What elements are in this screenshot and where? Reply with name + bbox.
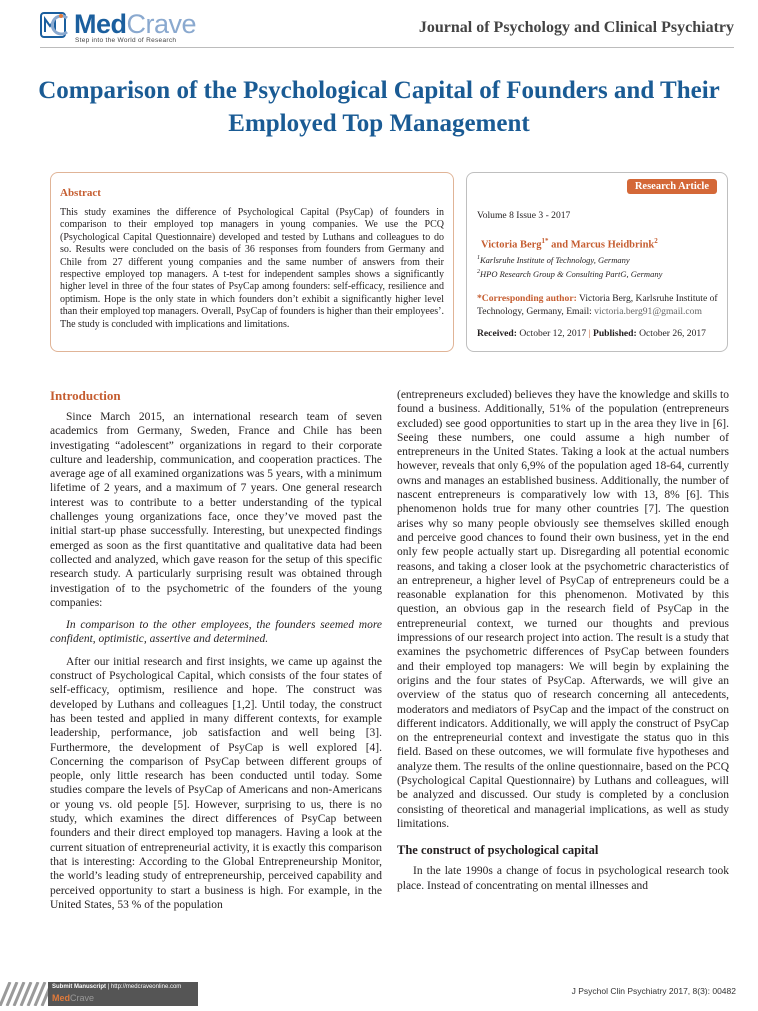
body-paragraph: Since March 2015, an international research team of seven academics from Germany, Sweden, France and Chile has been investigating “adolescent” organizations in regard to their corporate culture and leadership, communication, and cooperation practices. The average age of all examined organizations was 5 years, with a minimum lifetime of 2 years, and a maximum of 7 years. One general research interest was to contribute to a better understanding of the typical challenges young organizations face, once they’ve moved past the initial start-up phase successfully. Interesting, but unexpected findings emerged as soon as the first quantitative and qualitative data had been collected and analyzed, which gave reason for the setup of this specific research study. A particularly surprising result was obtained through investigation of to the psychometric of the founders of the young companies: <box>50 411 382 609</box>
affiliation-2: $^2$HPO Research Group & Consulting PartG, Germany <box>477 269 663 279</box>
medcrave-logo[interactable] <box>40 10 200 44</box>
body-column-right <box>397 388 729 893</box>
body-paragraph: (entrepreneurs excluded) believes they have the knowledge and skills to found a business. Additionally, 51% of the population (entrepreneurs excluded) see good opportunities to start up in the area they live in [6]. Seeing these numbers, one could assume a high number of entrepreneurs in the United States. Taking a look at the actual numbers however, reveals that only 6,9% of the population aged 18-64, currently owns and manages an established business. Additionally, the number of nascent entrepreneurs is comparatively low with 13, 8% [6]. This phenomenon holds true for many other countries [7]. The question arises why so many people obviously see themselves skilled enough and perceive good chances to found their own business, yet in the end only few people actually start up. Disregarding all potential economic reasons, and taking a closer look at the psychometric characteristics of an entrepreneur, a higher level of PsyCap of entrepreneurs could be a reasonable explanation for this phenomenon. Motivated by this question, an obvious gap in the research field of PsyCap in the entrepreneurial context, we turned our thoughts and previous impressions of our research project into action. The result is a study that examines the psychometric differences of PsyCap between founders and their employed top managers: We will begin by explaining the origins and the four states of PsyCap. Afterwards, we will give an overview of the status quo of research concerning all antecedents, moderators and mediators of PsyCap and the impact of the construct on different indicators. Additionally, we will apply the construct of PsyCap on the entrepreneurial context and investigate the status quo in this field. Based on these outcomes, we will formulate five hypotheses and analyze them. The results of the online questionnaire, based on the PCQ (Psychological Capital Questionnaire) by Luthans and colleagues, will be analyzed and discussed. Our study is completed by a conclusion consisting of theoretical and managerial implications, as well as study limitations. <box>397 389 729 830</box>
section-heading-introduction: Introduction <box>50 388 121 403</box>
abstract-text: This study examines the difference of Psychological Capital (PsyCap) of founders in comparison to their employed top managers in young companies. We use the PCQ (Psychological Capital Questionnaire) developed and tested by Luthans and colleagues to do so. Results were concluded on the basis of 36 responses from founders from Germany and Chile from 27 different young companies and the same number of answers from their respective employed top managers. A t-test for independent samples shows a significantly higher level in three of the four states of PsyCap among founders: self-efficacy, resilience and optimism. Hope is the only state in which founders don’t exhibit a significantly higher level than their employed top managers. Overall, PsyCap of founders is higher than their employees’. The study is concluded with implications and limitations. <box>60 207 444 330</box>
logo-wordmark: MedCrave <box>74 9 197 39</box>
author-name[interactable]: Victoria Berg <box>481 239 542 251</box>
page-footer <box>0 978 758 1011</box>
article-title: Comparison of the Psychological Capital of Founders and Their Employed Top Management <box>38 77 720 137</box>
journal-name: Journal of Psychology and Clinical Psychiatry <box>418 19 734 36</box>
logo-tagline: Step into the World of Research <box>75 37 177 44</box>
body-paragraph: In the late 1990s a change of focus in psychological research took place. Instead of concentrating on mental illnesses and <box>397 865 729 892</box>
article-type-badge: Research Article <box>627 179 717 194</box>
submit-manuscript-link[interactable]: Submit Manuscript | http://medcraveonline.com <box>52 984 182 990</box>
author-name[interactable]: Marcus Heidbrink <box>570 239 655 251</box>
author-email-link[interactable]: victoria.berg91@gmail.com <box>594 306 702 317</box>
volume-issue: Volume 8 Issue 3 - 2017 <box>477 210 571 221</box>
header-divider <box>40 47 734 48</box>
affiliation-1: $^1$Karlsruhe Institute of Technology, Germany <box>477 255 630 265</box>
page-header <box>0 0 758 48</box>
footer-citation: J Psychol Clin Psychiatry 2017, 8(3): 00482 <box>571 986 736 996</box>
article-dates: Received: October 12, 2017 | Published: October 26, 2017 <box>477 328 706 339</box>
corresponding-author: *Corresponding author: Victoria Berg, Karlsruhe Institute of Technology, Germany, Email: victoria.berg91@gmail.com <box>477 293 718 317</box>
article-info-box <box>466 172 728 352</box>
abstract-box <box>50 172 454 352</box>
section-heading-psychological-capital: The construct of psychological capital <box>397 843 599 858</box>
body-column-left <box>50 388 382 912</box>
footer-brand: MedCrave <box>52 993 95 1003</box>
abstract-heading: Abstract <box>60 187 101 199</box>
italic-quote: In comparison to the other employees, the founders seemed more confident, optimistic, assertive and determined. <box>50 619 382 646</box>
author-list: Victoria Berg$^{1*}$ and Marcus Heidbrink$^2$ <box>481 237 658 251</box>
medcrave-logo-icon <box>40 10 70 40</box>
body-paragraph: After our initial research and first insights, we came up against the construct of Psychological Capital, which consists of the four states of self-efficacy, optimism, resilience and hope. The construct was developed by Luthans and colleagues [1,2]. Until today, the construct has been tested and applied in many different contexts, for example leadership, performance, job satisfaction and well being [3]. Furthermore, the development of PsyCap is well explored [4]. Concerning the comparison of PsyCap between different groups of people, only little research has been conducted until today. Some studies compare the levels of PsyCap of Americans and non-Americans or young vs. old people [5]. However, surprising to us, there is no study, which examines the direct differences of PsyCap between founders and their direct employed top managers. Having a look at the current situation of entrepreneurial activity, it is exactly this comparison that is interesting: According to the Global Entrepreneurship Monitor, the world’s leading study of entrepreneurship, perceived capability and perceived opportunity to start a business is high. For example, in the United States, 53 % of the population <box>50 655 382 911</box>
